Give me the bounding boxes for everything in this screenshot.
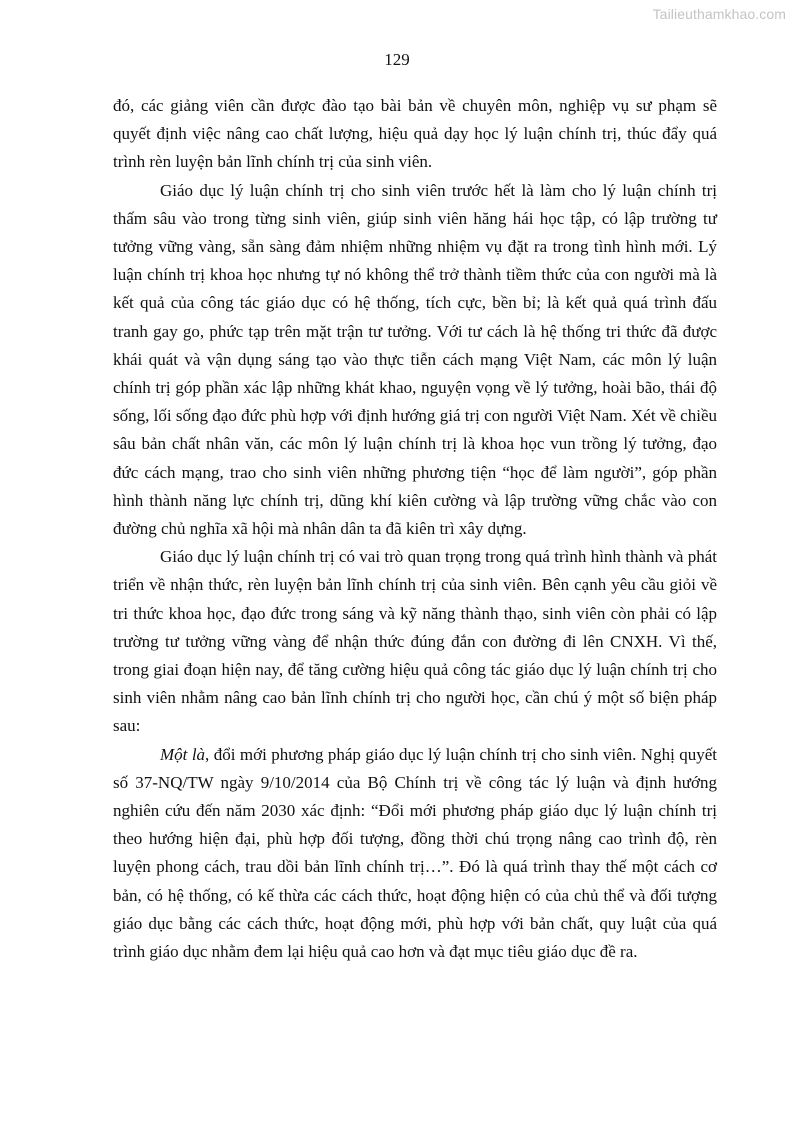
watermark: Tailieuthamkhao.com <box>652 6 786 22</box>
paragraph-2: Giáo dục lý luận chính trị cho sinh viên trước hết là làm cho lý luận chính trị thấm sâu vào trong từng sinh viên, giúp sinh viên hăng hái học tập, có lập trường tư tưởng vững vàng, sẵn sàng đảm nhiệm những nhiệm vụ đặt ra trong tình hình mới. Lý luận chính trị khoa học nhưng tự nó không thể trở thành tiềm thức của con người mà là kết quả của công tác giáo dục có hệ thống, tích cực, bền bỉ; là kết quả quá trình đấu tranh gay go, phức tạp trên mặt trận tư tưởng. Với tư cách là hệ thống tri thức đã được khái quát và vận dụng sáng tạo vào thực tiễn cách mạng Việt Nam, các môn lý luận chính trị góp phần xác lập những khát khao, nguyện vọng về lý tưởng, hoài bão, thái độ sống, lối sống đạo đức phù hợp với định hướng giá trị con người Việt Nam. Xét về chiều sâu bản chất nhân văn, các môn lý luận chính trị là khoa học vun trồng lý tưởng, đạo đức cách mạng, trao cho sinh viên những phương tiện “học để làm người”, góp phần hình thành năng lực chính trị, dũng khí kiên cường và lập trường vững chắc vào con đường chủ nghĩa xã hội mà nhân dân ta đã kiên trì xây dựng. <box>113 180 717 539</box>
paragraph-1: đó, các giảng viên cần được đào tạo bài bản về chuyên môn, nghiệp vụ sư phạm sẽ quyết định việc nâng cao chất lượng, hiệu quả dạy học lý luận chính trị, thúc đẩy quá trình rèn luyện bản lĩnh chính trị của sinh viên. <box>113 96 717 172</box>
paragraph-4-lead: Một là <box>160 744 206 764</box>
paragraph-4 <box>113 741 717 967</box>
paragraph-3: Giáo dục lý luận chính trị có vai trò quan trọng trong quá trình hình thành và phát triển về nhận thức, rèn luyện bản lĩnh chính trị của sinh viên. Bên cạnh yêu cầu giỏi về tri thức khoa học, đạo đức trong sáng và kỹ năng thành thạo, sinh viên còn phải có lập trường tư tưởng vững vàng để nhận thức đúng đắn con đường đi lên CNXH. Vì thế, trong giai đoạn hiện nay, để tăng cường hiệu quả công tác giáo dục lý luận chính trị cho sinh viên nhằm nâng cao bản lĩnh chính trị cho người học, cần chú ý một số biện pháp sau: <box>113 547 717 736</box>
page-number: 129 <box>384 50 410 69</box>
body-text <box>113 92 717 966</box>
paragraph-4-text: , đổi mới phương pháp giáo dục lý luận chính trị cho sinh viên. Nghị quyết số 37-NQ/TW ngày 9/10/2014 của Bộ Chính trị về công tác lý luận và định hướng nghiên cứu đến năm 2030 xác định: “Đổi mới phương pháp giáo dục lý luận chính trị theo hướng hiện đại, phù hợp đối tượng, đồng thời chú trọng nâng cao trình độ, rèn luyện phong cách, trau dồi bản lĩnh chính trị…”. Đó là quá trình thay thế một cách cơ bản, có hệ thống, có kế thừa các cách thức, hoạt động hiện có của chủ thể và đối tượng giáo dục bằng các cách thức, hoạt động mới, phù hợp với bản chất, quy luật của quá trình giáo dục nhằm đem lại hiệu quả cao hơn và đạt mục tiêu giáo dục đề ra. <box>113 744 718 962</box>
